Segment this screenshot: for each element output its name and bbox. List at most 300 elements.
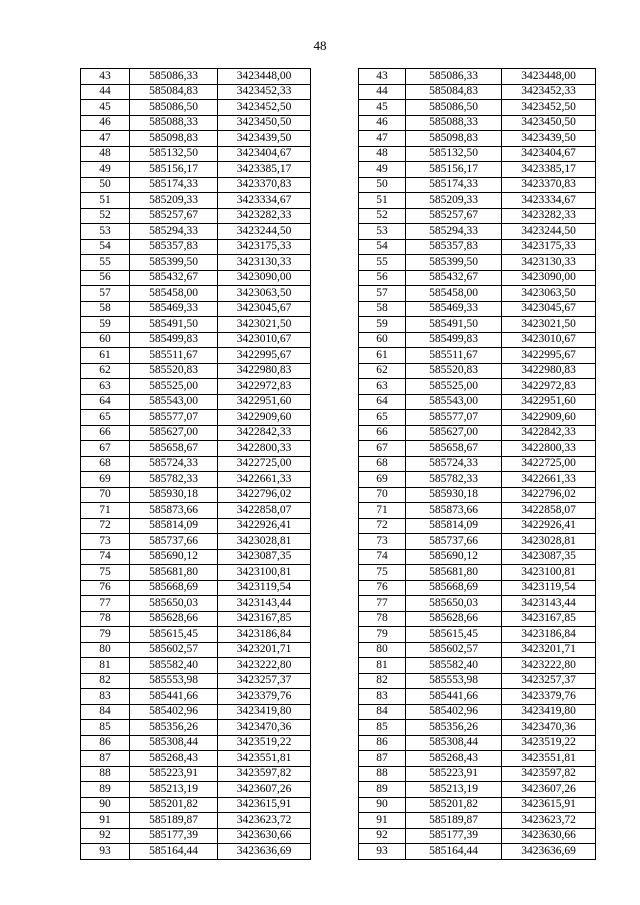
y-coordinate-cell: 3422980,83 (218, 363, 311, 379)
y-coordinate-cell: 3423143,44 (218, 596, 311, 612)
table-row (81, 425, 596, 441)
point-number-cell: 63 (81, 379, 130, 395)
y-coordinate-cell: 3423597,82 (502, 766, 596, 782)
point-number-cell: 85 (81, 720, 130, 736)
x-coordinate-cell: 585201,82 (130, 797, 218, 813)
x-coordinate-cell: 585132,50 (406, 146, 502, 162)
point-number-cell: 54 (359, 239, 406, 255)
x-coordinate-cell: 585294,33 (406, 224, 502, 240)
table-row (81, 348, 596, 364)
table-row (81, 317, 596, 333)
x-coordinate-cell: 585737,66 (406, 534, 502, 550)
x-coordinate-cell: 585525,00 (406, 379, 502, 395)
point-number-cell: 53 (81, 224, 130, 240)
y-coordinate-cell: 3423119,54 (218, 580, 311, 596)
table-row (81, 286, 596, 302)
point-number-cell: 52 (359, 208, 406, 224)
point-number-cell: 93 (359, 844, 406, 860)
y-coordinate-cell: 3423439,50 (502, 131, 596, 147)
table-row (81, 689, 596, 705)
x-coordinate-cell: 585650,03 (406, 596, 502, 612)
x-coordinate-cell: 585499,83 (130, 332, 218, 348)
column-gap (311, 177, 359, 193)
point-number-cell: 86 (81, 735, 130, 751)
point-number-cell: 47 (81, 131, 130, 147)
x-coordinate-cell: 585223,91 (130, 766, 218, 782)
y-coordinate-cell: 3423450,50 (502, 115, 596, 131)
table-row (81, 828, 596, 844)
point-number-cell: 57 (359, 286, 406, 302)
point-number-cell: 84 (359, 704, 406, 720)
y-coordinate-cell: 3423623,72 (218, 813, 311, 829)
column-gap (311, 456, 359, 472)
y-coordinate-cell: 3422972,83 (218, 379, 311, 395)
table-row (81, 766, 596, 782)
y-coordinate-cell: 3423452,33 (502, 84, 596, 100)
point-number-cell: 77 (359, 596, 406, 612)
y-coordinate-cell: 3422800,33 (502, 441, 596, 457)
x-coordinate-cell: 585543,00 (406, 394, 502, 410)
point-number-cell: 87 (359, 751, 406, 767)
point-number-cell: 71 (81, 503, 130, 519)
y-coordinate-cell: 3423385,17 (218, 162, 311, 178)
x-coordinate-cell: 585356,26 (406, 720, 502, 736)
table-row (81, 782, 596, 798)
point-number-cell: 89 (359, 782, 406, 798)
x-coordinate-cell: 585491,50 (130, 317, 218, 333)
x-coordinate-cell: 585520,83 (406, 363, 502, 379)
y-coordinate-cell: 3423448,00 (502, 69, 596, 85)
point-number-cell: 52 (81, 208, 130, 224)
column-gap (311, 549, 359, 565)
x-coordinate-cell: 585177,39 (130, 828, 218, 844)
y-coordinate-cell: 3423257,37 (218, 673, 311, 689)
x-coordinate-cell: 585201,82 (406, 797, 502, 813)
column-gap (311, 379, 359, 395)
column-gap (311, 673, 359, 689)
point-number-cell: 88 (81, 766, 130, 782)
x-coordinate-cell: 585650,03 (130, 596, 218, 612)
x-coordinate-cell: 585469,33 (130, 301, 218, 317)
column-gap (311, 503, 359, 519)
x-coordinate-cell: 585627,00 (130, 425, 218, 441)
point-number-cell: 60 (81, 332, 130, 348)
y-coordinate-cell: 3423630,66 (218, 828, 311, 844)
column-gap (311, 332, 359, 348)
y-coordinate-cell: 3422796,02 (218, 487, 311, 503)
point-number-cell: 70 (359, 487, 406, 503)
column-gap (311, 782, 359, 798)
y-coordinate-cell: 3423130,33 (218, 255, 311, 271)
y-coordinate-cell: 3422995,67 (502, 348, 596, 364)
x-coordinate-cell: 585088,33 (406, 115, 502, 131)
point-number-cell: 74 (81, 549, 130, 565)
table-row (81, 751, 596, 767)
y-coordinate-cell: 3423607,26 (502, 782, 596, 798)
point-number-cell: 72 (359, 518, 406, 534)
x-coordinate-cell: 585681,80 (406, 565, 502, 581)
x-coordinate-cell: 585189,87 (130, 813, 218, 829)
x-coordinate-cell: 585930,18 (406, 487, 502, 503)
point-number-cell: 90 (81, 797, 130, 813)
point-number-cell: 68 (81, 456, 130, 472)
y-coordinate-cell: 3422972,83 (502, 379, 596, 395)
x-coordinate-cell: 585782,33 (406, 472, 502, 488)
table-row (81, 735, 596, 751)
column-gap (311, 735, 359, 751)
point-number-cell: 60 (359, 332, 406, 348)
point-number-cell: 83 (81, 689, 130, 705)
x-coordinate-cell: 585132,50 (130, 146, 218, 162)
x-coordinate-cell: 585511,67 (406, 348, 502, 364)
y-coordinate-cell: 3423470,36 (218, 720, 311, 736)
table-row (81, 410, 596, 426)
x-coordinate-cell: 585357,83 (406, 239, 502, 255)
x-coordinate-cell: 585223,91 (406, 766, 502, 782)
y-coordinate-cell: 3423334,67 (502, 193, 596, 209)
point-number-cell: 69 (81, 472, 130, 488)
point-number-cell: 57 (81, 286, 130, 302)
y-coordinate-cell: 3423021,50 (218, 317, 311, 333)
y-coordinate-cell: 3423175,33 (218, 239, 311, 255)
x-coordinate-cell: 585668,69 (406, 580, 502, 596)
x-coordinate-cell: 585724,33 (406, 456, 502, 472)
y-coordinate-cell: 3422661,33 (502, 472, 596, 488)
column-gap (311, 394, 359, 410)
x-coordinate-cell: 585294,33 (130, 224, 218, 240)
x-coordinate-cell: 585690,12 (406, 549, 502, 565)
page-number: 48 (313, 38, 327, 53)
y-coordinate-cell: 3423222,80 (218, 658, 311, 674)
point-number-cell: 91 (359, 813, 406, 829)
x-coordinate-cell: 585737,66 (130, 534, 218, 550)
point-number-cell: 82 (81, 673, 130, 689)
y-coordinate-cell: 3422858,07 (502, 503, 596, 519)
y-coordinate-cell: 3423167,85 (218, 611, 311, 627)
point-number-cell: 64 (359, 394, 406, 410)
y-coordinate-cell: 3423615,91 (502, 797, 596, 813)
table-row (81, 844, 596, 860)
x-coordinate-cell: 585308,44 (406, 735, 502, 751)
x-coordinate-cell: 585156,17 (130, 162, 218, 178)
coordinates-table (80, 68, 596, 860)
y-coordinate-cell: 3423450,50 (218, 115, 311, 131)
point-number-cell: 55 (359, 255, 406, 271)
column-gap (311, 642, 359, 658)
point-number-cell: 51 (359, 193, 406, 209)
y-coordinate-cell: 3423470,36 (502, 720, 596, 736)
point-number-cell: 75 (359, 565, 406, 581)
x-coordinate-cell: 585308,44 (130, 735, 218, 751)
y-coordinate-cell: 3423063,50 (218, 286, 311, 302)
y-coordinate-cell: 3423244,50 (502, 224, 596, 240)
point-number-cell: 75 (81, 565, 130, 581)
x-coordinate-cell: 585432,67 (406, 270, 502, 286)
y-coordinate-cell: 3422909,60 (218, 410, 311, 426)
point-number-cell: 61 (81, 348, 130, 364)
x-coordinate-cell: 585520,83 (130, 363, 218, 379)
column-gap (311, 797, 359, 813)
point-number-cell: 43 (81, 69, 130, 85)
x-coordinate-cell: 585658,67 (406, 441, 502, 457)
y-coordinate-cell: 3423519,22 (502, 735, 596, 751)
point-number-cell: 72 (81, 518, 130, 534)
table-row (81, 534, 596, 550)
y-coordinate-cell: 3423551,81 (218, 751, 311, 767)
point-number-cell: 84 (81, 704, 130, 720)
point-number-cell: 51 (81, 193, 130, 209)
y-coordinate-cell: 3423419,80 (218, 704, 311, 720)
x-coordinate-cell: 585399,50 (130, 255, 218, 271)
table-row (81, 69, 596, 85)
x-coordinate-cell: 585511,67 (130, 348, 218, 364)
x-coordinate-cell: 585681,80 (130, 565, 218, 581)
x-coordinate-cell: 585084,83 (406, 84, 502, 100)
column-gap (311, 239, 359, 255)
table-row (81, 720, 596, 736)
x-coordinate-cell: 585356,26 (130, 720, 218, 736)
x-coordinate-cell: 585668,69 (130, 580, 218, 596)
table-row (81, 332, 596, 348)
column-gap (311, 472, 359, 488)
y-coordinate-cell: 3423090,00 (502, 270, 596, 286)
column-gap (311, 425, 359, 441)
table-row (81, 472, 596, 488)
y-coordinate-cell: 3423385,17 (502, 162, 596, 178)
y-coordinate-cell: 3423282,33 (218, 208, 311, 224)
column-gap (311, 363, 359, 379)
x-coordinate-cell: 585690,12 (130, 549, 218, 565)
x-coordinate-cell: 585628,66 (406, 611, 502, 627)
y-coordinate-cell: 3422725,00 (502, 456, 596, 472)
x-coordinate-cell: 585209,33 (130, 193, 218, 209)
column-gap (311, 611, 359, 627)
y-coordinate-cell: 3423419,80 (502, 704, 596, 720)
x-coordinate-cell: 585086,33 (406, 69, 502, 85)
column-gap (311, 704, 359, 720)
point-number-cell: 79 (359, 627, 406, 643)
y-coordinate-cell: 3423087,35 (502, 549, 596, 565)
point-number-cell: 43 (359, 69, 406, 85)
y-coordinate-cell: 3422842,33 (502, 425, 596, 441)
y-coordinate-cell: 3423021,50 (502, 317, 596, 333)
y-coordinate-cell: 3423143,44 (502, 596, 596, 612)
y-coordinate-cell: 3422800,33 (218, 441, 311, 457)
x-coordinate-cell: 585098,83 (406, 131, 502, 147)
point-number-cell: 45 (81, 100, 130, 116)
x-coordinate-cell: 585177,39 (406, 828, 502, 844)
point-number-cell: 62 (359, 363, 406, 379)
x-coordinate-cell: 585930,18 (130, 487, 218, 503)
column-gap (311, 208, 359, 224)
y-coordinate-cell: 3423623,72 (502, 813, 596, 829)
y-coordinate-cell: 3423519,22 (218, 735, 311, 751)
table-row (81, 549, 596, 565)
y-coordinate-cell: 3423130,33 (502, 255, 596, 271)
x-coordinate-cell: 585873,66 (130, 503, 218, 519)
point-number-cell: 46 (359, 115, 406, 131)
x-coordinate-cell: 585615,45 (406, 627, 502, 643)
x-coordinate-cell: 585582,40 (406, 658, 502, 674)
x-coordinate-cell: 585088,33 (130, 115, 218, 131)
x-coordinate-cell: 585469,33 (406, 301, 502, 317)
column-gap (311, 627, 359, 643)
y-coordinate-cell: 3423615,91 (218, 797, 311, 813)
point-number-cell: 66 (81, 425, 130, 441)
point-number-cell: 54 (81, 239, 130, 255)
y-coordinate-cell: 3422661,33 (218, 472, 311, 488)
point-number-cell: 53 (359, 224, 406, 240)
point-number-cell: 78 (359, 611, 406, 627)
point-number-cell: 80 (359, 642, 406, 658)
point-number-cell: 67 (359, 441, 406, 457)
point-number-cell: 44 (359, 84, 406, 100)
column-gap (311, 441, 359, 457)
column-gap (311, 348, 359, 364)
y-coordinate-cell: 3423636,69 (218, 844, 311, 860)
point-number-cell: 61 (359, 348, 406, 364)
y-coordinate-cell: 3423370,83 (502, 177, 596, 193)
point-number-cell: 78 (81, 611, 130, 627)
point-number-cell: 85 (359, 720, 406, 736)
x-coordinate-cell: 585098,83 (130, 131, 218, 147)
x-coordinate-cell: 585086,50 (130, 100, 218, 116)
x-coordinate-cell: 585658,67 (130, 441, 218, 457)
table-row (81, 255, 596, 271)
y-coordinate-cell: 3423186,84 (218, 627, 311, 643)
point-number-cell: 48 (81, 146, 130, 162)
point-number-cell: 59 (81, 317, 130, 333)
x-coordinate-cell: 585164,44 (406, 844, 502, 860)
x-coordinate-cell: 585458,00 (130, 286, 218, 302)
y-coordinate-cell: 3423379,76 (502, 689, 596, 705)
point-number-cell: 73 (81, 534, 130, 550)
y-coordinate-cell: 3423010,67 (502, 332, 596, 348)
point-number-cell: 87 (81, 751, 130, 767)
y-coordinate-cell: 3423448,00 (218, 69, 311, 85)
y-coordinate-cell: 3422725,00 (218, 456, 311, 472)
table-row (81, 301, 596, 317)
point-number-cell: 73 (359, 534, 406, 550)
x-coordinate-cell: 585086,50 (406, 100, 502, 116)
x-coordinate-cell: 585257,67 (406, 208, 502, 224)
y-coordinate-cell: 3422926,41 (502, 518, 596, 534)
x-coordinate-cell: 585209,33 (406, 193, 502, 209)
column-gap (311, 162, 359, 178)
table-row (81, 208, 596, 224)
point-number-cell: 90 (359, 797, 406, 813)
point-number-cell: 80 (81, 642, 130, 658)
table-row (81, 162, 596, 178)
table-row (81, 146, 596, 162)
x-coordinate-cell: 585577,07 (406, 410, 502, 426)
table-row (81, 813, 596, 829)
column-gap (311, 84, 359, 100)
y-coordinate-cell: 3423551,81 (502, 751, 596, 767)
column-gap (311, 317, 359, 333)
point-number-cell: 76 (81, 580, 130, 596)
table-row (81, 177, 596, 193)
x-coordinate-cell: 585268,43 (406, 751, 502, 767)
column-gap (311, 487, 359, 503)
x-coordinate-cell: 585577,07 (130, 410, 218, 426)
x-coordinate-cell: 585189,87 (406, 813, 502, 829)
point-number-cell: 70 (81, 487, 130, 503)
column-gap (311, 131, 359, 147)
x-coordinate-cell: 585432,67 (130, 270, 218, 286)
point-number-cell: 56 (359, 270, 406, 286)
x-coordinate-cell: 585213,19 (406, 782, 502, 798)
x-coordinate-cell: 585724,33 (130, 456, 218, 472)
point-number-cell: 46 (81, 115, 130, 131)
column-gap (311, 301, 359, 317)
y-coordinate-cell: 3422926,41 (218, 518, 311, 534)
y-coordinate-cell: 3422995,67 (218, 348, 311, 364)
point-number-cell: 68 (359, 456, 406, 472)
y-coordinate-cell: 3423597,82 (218, 766, 311, 782)
y-coordinate-cell: 3423175,33 (502, 239, 596, 255)
y-coordinate-cell: 3423452,33 (218, 84, 311, 100)
table-row (81, 580, 596, 596)
x-coordinate-cell: 585441,66 (130, 689, 218, 705)
x-coordinate-cell: 585553,98 (406, 673, 502, 689)
x-coordinate-cell: 585499,83 (406, 332, 502, 348)
point-number-cell: 64 (81, 394, 130, 410)
point-number-cell: 86 (359, 735, 406, 751)
table-row (81, 100, 596, 116)
y-coordinate-cell: 3423100,81 (502, 565, 596, 581)
point-number-cell: 76 (359, 580, 406, 596)
y-coordinate-cell: 3423257,37 (502, 673, 596, 689)
point-number-cell: 74 (359, 549, 406, 565)
column-gap (311, 596, 359, 612)
point-number-cell: 71 (359, 503, 406, 519)
point-number-cell: 56 (81, 270, 130, 286)
point-number-cell: 88 (359, 766, 406, 782)
y-coordinate-cell: 3423607,26 (218, 782, 311, 798)
y-coordinate-cell: 3423167,85 (502, 611, 596, 627)
table-row (81, 379, 596, 395)
x-coordinate-cell: 585441,66 (406, 689, 502, 705)
x-coordinate-cell: 585525,00 (130, 379, 218, 395)
column-gap (311, 193, 359, 209)
y-coordinate-cell: 3423630,66 (502, 828, 596, 844)
table-row (81, 565, 596, 581)
table-row (81, 270, 596, 286)
point-number-cell: 48 (359, 146, 406, 162)
column-gap (311, 69, 359, 85)
x-coordinate-cell: 585156,17 (406, 162, 502, 178)
y-coordinate-cell: 3422951,60 (218, 394, 311, 410)
column-gap (311, 224, 359, 240)
table-row (81, 224, 596, 240)
point-number-cell: 47 (359, 131, 406, 147)
column-gap (311, 565, 359, 581)
x-coordinate-cell: 585814,09 (406, 518, 502, 534)
x-coordinate-cell: 585357,83 (130, 239, 218, 255)
table-row (81, 115, 596, 131)
coordinates-table-body (81, 69, 596, 860)
table-row (81, 456, 596, 472)
y-coordinate-cell: 3423186,84 (502, 627, 596, 643)
point-number-cell: 69 (359, 472, 406, 488)
y-coordinate-cell: 3423090,00 (218, 270, 311, 286)
table-row (81, 503, 596, 519)
column-gap (311, 766, 359, 782)
table-row (81, 487, 596, 503)
point-number-cell: 49 (359, 162, 406, 178)
point-number-cell: 45 (359, 100, 406, 116)
